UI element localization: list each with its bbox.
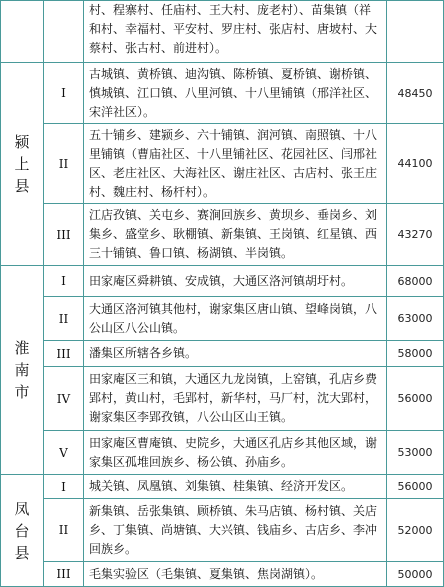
grade-cell: I: [44, 475, 84, 499]
grade-cell: III: [44, 204, 84, 266]
table-row: [1, 266, 444, 297]
grade-cell: II: [44, 297, 84, 341]
price-cell: 50000: [387, 562, 444, 587]
table-row: [1, 204, 444, 266]
area-cell: 古城镇、黄桥镇、迪沟镇、陈桥镇、夏桥镇、谢桥镇、慎城镇、江口镇、八里河镇、十八里铺镇（邢洋社区、宋洋社区）。: [84, 63, 387, 124]
area-cell: 潘集区所辖各乡镇。: [84, 341, 387, 367]
table-row: [1, 562, 444, 587]
county-cell: [1, 63, 44, 266]
county-name: 淮南市: [14, 339, 30, 401]
area-cell: 田家庵区三和镇，大通区九龙岗镇，上窑镇，孔店乡费郢村，黄山村，毛郢村，新华村，马厂村，沈大郢村，谢家集区李郢孜镇，八公山区山王镇。: [84, 367, 387, 431]
county-cell: [1, 1, 44, 63]
grade-cell: II: [44, 499, 84, 562]
area-cell: 村、程寨村、任庙村、王大村、庞老村）、苗集镇（祥和村、幸福村、平安村、罗庄村、张店村、唐坡村、大蔡村、张古村、前进村）。: [84, 1, 387, 63]
price-cell: [387, 1, 444, 63]
table-row: [1, 475, 444, 499]
price-cell: 43270: [387, 204, 444, 266]
area-cell: 田家庵区曹庵镇、史院乡，大通区孔店乡其他区域，谢家集区孤堆回族乡、杨公镇、孙庙乡。: [84, 431, 387, 475]
price-cell: 44100: [387, 124, 444, 204]
area-cell: 江店孜镇、关屯乡、赛涧回族乡、黄坝乡、垂岗乡、刘集乡、盛堂乡、耿棚镇、新集镇、王岗镇、红星镇、西三十铺镇、鲁口镇、杨湖镇、半岗镇。: [84, 204, 387, 266]
price-cell: 58000: [387, 341, 444, 367]
table-row: [1, 341, 444, 367]
price-cell: 68000: [387, 266, 444, 297]
table-row: [1, 63, 444, 124]
area-cell: 毛集实验区（毛集镇、夏集镇、焦岗湖镇）。: [84, 562, 387, 587]
grade-cell: III: [44, 341, 84, 367]
grade-cell: III: [44, 562, 84, 587]
price-cell: 48450: [387, 63, 444, 124]
table-row: [1, 499, 444, 562]
table-row: [1, 124, 444, 204]
price-cell: 53000: [387, 431, 444, 475]
table-row: [1, 367, 444, 431]
area-cell: 城关镇、凤凰镇、刘集镇、桂集镇、经济开发区。: [84, 475, 387, 499]
grade-cell: I: [44, 266, 84, 297]
grade-cell: II: [44, 124, 84, 204]
table-row: [1, 1, 444, 63]
grade-cell: IV: [44, 367, 84, 431]
county-cell: [1, 266, 44, 475]
county-cell: [1, 475, 44, 587]
county-name: 凤台县: [14, 499, 30, 562]
table-row: [1, 297, 444, 341]
price-cell: 56000: [387, 475, 444, 499]
area-cell: 五十铺乡、建颍乡、六十铺镇、润河镇、南照镇、十八里铺镇（曹庙社区、十八里铺社区、花园社区、闫邢社区、老庄社区、大海社区、谢庄社区、古店村、张王庄村、魏庄村、杨杆村）。: [84, 124, 387, 204]
grade-cell: I: [44, 63, 84, 124]
area-cell: 新集镇、岳张集镇、顾桥镇、朱马店镇、杨村镇、关店乡、丁集镇、尚塘镇、大兴镇、钱庙乡、古店乡、李冲回族乡。: [84, 499, 387, 562]
grade-cell: V: [44, 431, 84, 475]
area-cell: 大通区洛河镇其他村，谢家集区唐山镇、望峰岗镇，八公山区八公山镇。: [84, 297, 387, 341]
area-cell: 田家庵区舜耕镇、安成镇，大通区洛河镇胡圩村。: [84, 266, 387, 297]
price-cell: 56000: [387, 367, 444, 431]
price-cell: 63000: [387, 297, 444, 341]
price-cell: 52000: [387, 499, 444, 562]
county-name: 颍上县: [14, 133, 30, 195]
table-row: [1, 431, 444, 475]
grade-cell: [44, 1, 84, 63]
